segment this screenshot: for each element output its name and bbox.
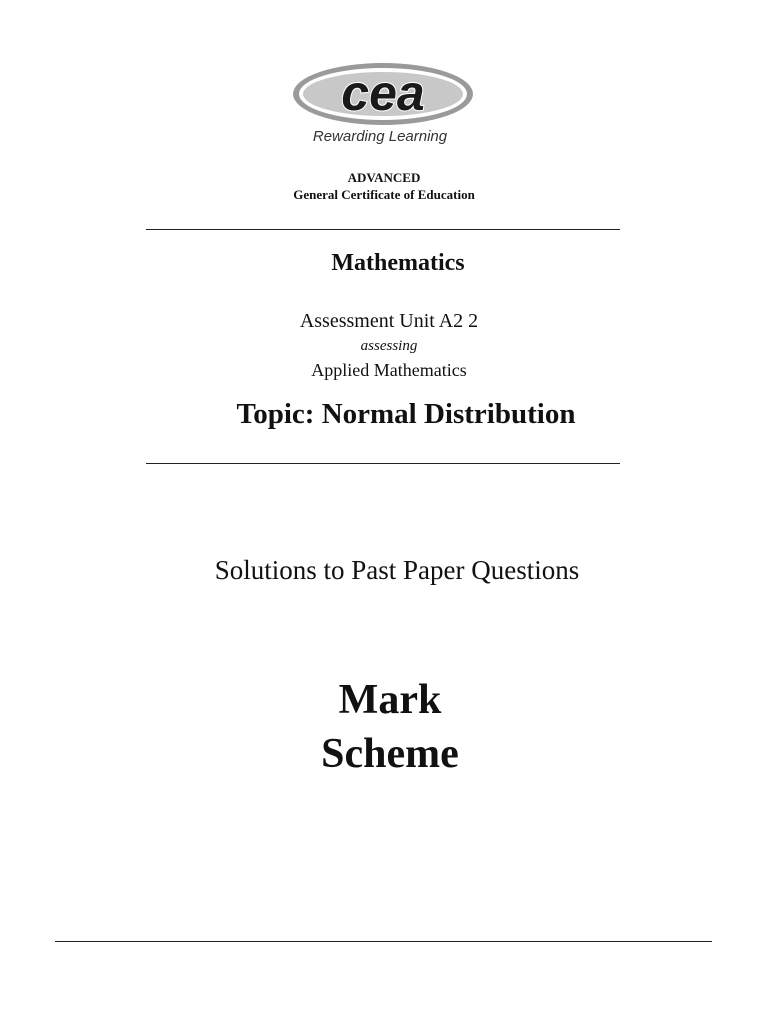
mark-scheme-title: [0, 673, 768, 781]
divider-top: [146, 229, 620, 230]
subject-title: Mathematics: [331, 250, 465, 276]
divider-middle: [146, 463, 620, 464]
mark-scheme-line-1: Mark: [338, 677, 442, 723]
logo-tagline: Rewarding Learning: [312, 128, 448, 145]
solutions-subtitle: Solutions to Past Paper Questions: [214, 555, 580, 585]
cea-logo: [290, 60, 476, 128]
divider-bottom: [55, 941, 712, 942]
topic-title: Topic: Normal Distribution: [236, 398, 576, 430]
qualification-name: General Certificate of Education: [293, 187, 475, 202]
assessment-area: Applied Mathematics: [311, 360, 467, 380]
assessing-label: assessing: [360, 338, 418, 354]
mark-scheme-line-2: Scheme: [321, 731, 459, 777]
qualification-level: ADVANCED: [347, 170, 421, 185]
assessment-unit: Assessment Unit A2 2: [299, 310, 479, 332]
logo-text: cea: [341, 65, 425, 121]
